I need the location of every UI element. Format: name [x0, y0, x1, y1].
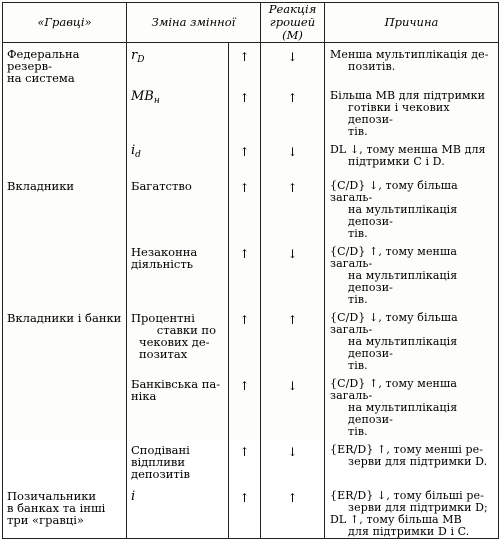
table-body — [3, 43, 499, 539]
variable-text: діяльність — [131, 257, 193, 271]
reason-cell — [325, 43, 499, 85]
variable-text: ніка — [131, 389, 157, 403]
reason-cell — [325, 484, 499, 539]
table-row — [3, 240, 499, 306]
header-reaction — [261, 3, 325, 43]
variable-symbol: MB — [131, 89, 154, 104]
player-text: на система — [7, 71, 75, 85]
variable-cell — [127, 372, 229, 438]
player-text: Позичальники — [7, 489, 97, 503]
reason-text: {ER/D} ↓, тому більші ре- — [330, 489, 484, 502]
reason-text: тів. — [348, 359, 368, 372]
variable-cell — [127, 84, 229, 138]
player-text: в банках та інші — [7, 501, 106, 515]
reason-text: на мультиплікація депози- — [348, 335, 458, 360]
variable-text: Незаконна — [131, 245, 198, 259]
change-arrow: ↑ — [229, 372, 261, 438]
reason-text: на мультиплікація депози- — [348, 203, 458, 228]
reason-text: зерви для підтримки D. — [348, 455, 488, 468]
reason-cell — [325, 438, 499, 484]
player-cell — [3, 43, 127, 85]
change-arrow: ↑ — [229, 438, 261, 484]
table-row — [3, 84, 499, 138]
change-arrow: ↑ — [229, 174, 261, 240]
reason-text: {C/D} ↓, тому більша загаль- — [330, 311, 458, 336]
variable-text: Сподівані — [131, 443, 190, 457]
reason-text: позитів. — [348, 60, 396, 73]
reason-cell — [325, 174, 499, 240]
variable-symbol: r — [131, 48, 138, 63]
table-row — [3, 438, 499, 484]
header-reason-text: Причина — [384, 15, 439, 29]
money-reaction-arrow: ↓ — [261, 240, 325, 306]
money-supply-table — [2, 2, 499, 539]
variable-text: ставки по — [156, 323, 216, 337]
variable-text: Багатство — [131, 179, 192, 193]
money-reaction-arrow: ↑ — [261, 484, 325, 539]
change-arrow: ↑ — [229, 138, 261, 174]
reason-text: на мультиплікація депози- — [348, 269, 458, 294]
money-reaction-arrow: ↓ — [261, 372, 325, 438]
player-cell — [3, 306, 127, 372]
variable-text: чекових де- — [139, 335, 210, 349]
player-cell — [3, 372, 127, 438]
change-arrow: ↑ — [229, 84, 261, 138]
player-cell — [3, 438, 127, 484]
reason-text: {C/D} ↓, тому більша загаль- — [330, 179, 458, 204]
money-reaction-arrow: ↑ — [261, 174, 325, 240]
variable-subscript: D — [137, 55, 145, 65]
table-row — [3, 306, 499, 372]
change-arrow: ↑ — [229, 43, 261, 85]
variable-cell — [127, 43, 229, 85]
header-players — [3, 3, 127, 43]
header-players-text: «Гравці» — [37, 15, 92, 29]
table-row — [3, 138, 499, 174]
table-header — [3, 3, 499, 43]
player-text: три «гравці» — [7, 513, 84, 527]
reason-text: тів. — [348, 293, 368, 306]
reason-text: готівки і чекових депози- — [348, 101, 450, 126]
player-cell — [3, 174, 127, 240]
variable-text: депозитів — [131, 467, 190, 481]
variable-cell — [127, 484, 229, 539]
header-variable — [127, 3, 261, 43]
money-reaction-arrow: ↓ — [261, 138, 325, 174]
variable-text: Банківська па- — [131, 377, 221, 391]
change-arrow: ↑ — [229, 484, 261, 539]
reason-text: DL ↓, тому менша MB для — [330, 143, 486, 156]
player-cell — [3, 484, 127, 539]
reason-cell — [325, 306, 499, 372]
table-row — [3, 43, 499, 85]
table-row — [3, 174, 499, 240]
variable-text: відпливи — [131, 455, 186, 469]
money-reaction-arrow: ↑ — [261, 84, 325, 138]
reason-text: зерви для підтримки D; — [348, 501, 488, 514]
player-cell — [3, 84, 127, 138]
change-arrow: ↑ — [229, 306, 261, 372]
reason-text: на мультиплікація депози- — [348, 401, 458, 426]
player-cell — [3, 240, 127, 306]
player-cell — [3, 138, 127, 174]
money-reaction-arrow: ↓ — [261, 43, 325, 85]
money-reaction-arrow: ↓ — [261, 438, 325, 484]
reason-cell — [325, 372, 499, 438]
table-row — [3, 484, 499, 539]
variable-text: Процентні — [131, 311, 195, 325]
reason-text: {ER/D} ↑, тому менші ре- — [330, 443, 484, 456]
header-reason — [325, 3, 499, 43]
reason-text: тів. — [348, 125, 368, 138]
reason-text: тів. — [348, 227, 368, 240]
money-reaction-arrow: ↑ — [261, 306, 325, 372]
table-row — [3, 372, 499, 438]
variable-cell — [127, 240, 229, 306]
variable-cell — [127, 174, 229, 240]
variable-symbol: i — [131, 489, 136, 504]
reason-text: {C/D} ↑, тому менша загаль- — [330, 245, 457, 270]
header-variable-text: Зміна змінної — [151, 15, 236, 29]
change-arrow: ↑ — [229, 240, 261, 306]
variable-cell — [127, 438, 229, 484]
variable-subscript: н — [153, 96, 160, 106]
reason-text: Більша MB для підтримки — [330, 89, 486, 102]
reason-text: підтримки C і D. — [348, 155, 445, 168]
variable-text: позитах — [139, 347, 188, 361]
variable-subscript: d — [135, 150, 141, 160]
reason-cell — [325, 240, 499, 306]
reason-cell — [325, 84, 499, 138]
player-text: Вкладники і банки — [7, 311, 122, 325]
variable-cell — [127, 138, 229, 174]
reason-cell — [325, 138, 499, 174]
reason-text: тів. — [348, 425, 368, 438]
variable-symbol: i — [131, 143, 136, 158]
variable-cell — [127, 306, 229, 372]
reason-text: DL ↑, тому більша MB — [330, 513, 462, 526]
player-text: Вкладники — [7, 179, 75, 193]
reason-text: Менша мультиплікація де- — [330, 48, 489, 61]
reason-text: {C/D} ↑, тому менша загаль- — [330, 377, 457, 402]
header-reaction-line2: грошей (M) — [269, 15, 316, 42]
header-reaction-line1: Реакція — [268, 2, 317, 16]
reason-text: для підтримки D і C. — [348, 525, 470, 538]
player-text: Федеральна резерв- — [7, 47, 80, 73]
